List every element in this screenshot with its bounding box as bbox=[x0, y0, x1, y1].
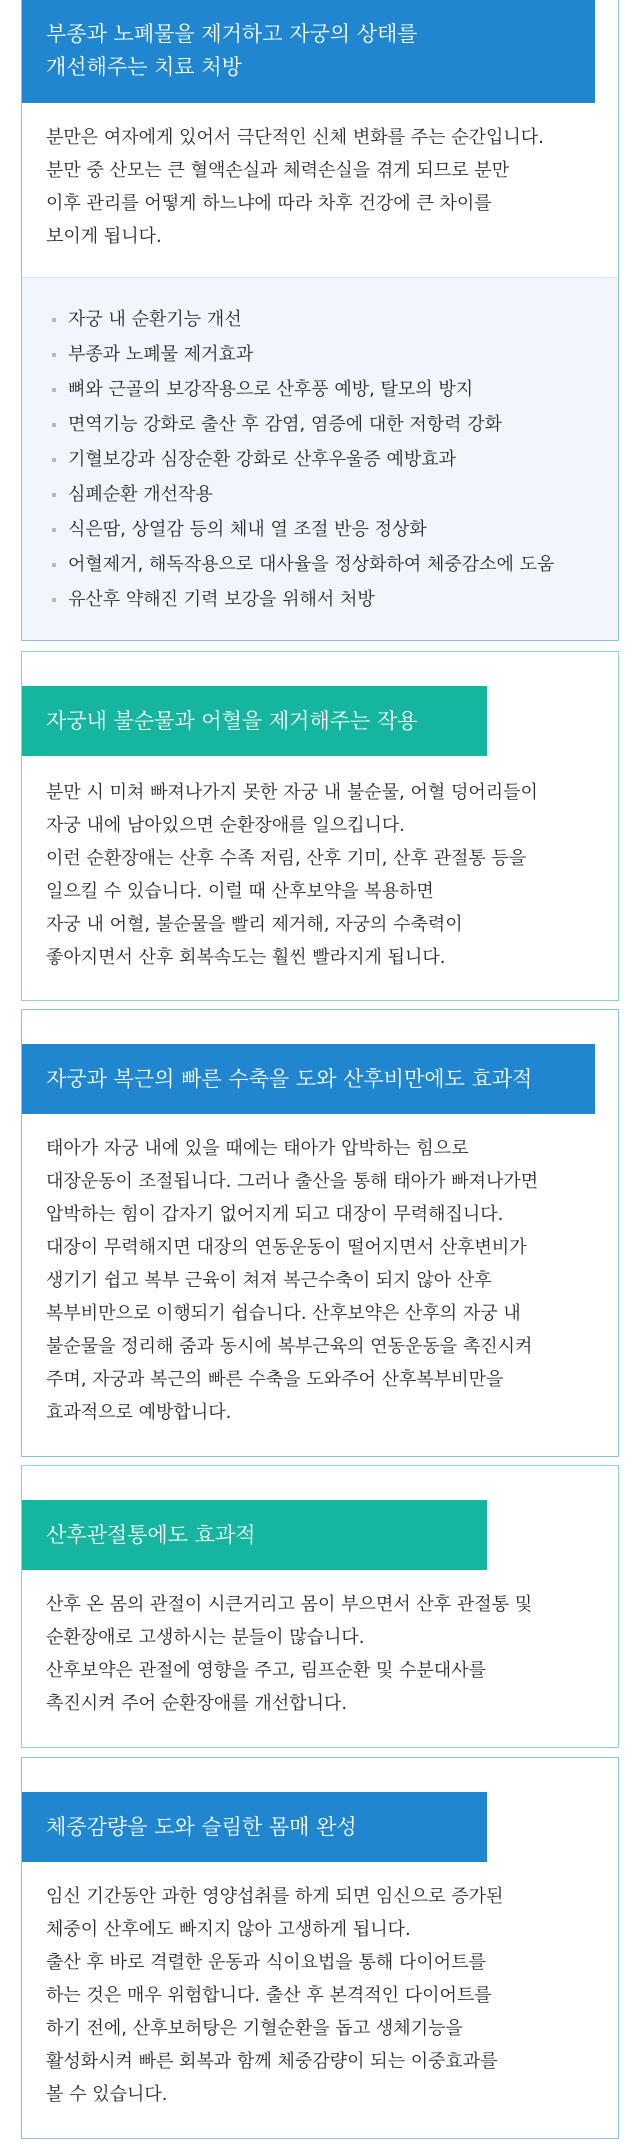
section-body-joint-pain bbox=[46, 1588, 612, 1720]
section-card-postpartum-treatment bbox=[21, 0, 619, 641]
body-line: 주며, 자궁과 복근의 빠른 수축을 도와주어 산후복부비만을 bbox=[46, 1369, 504, 1390]
benefit-list bbox=[52, 302, 554, 617]
section-title-joint-pain bbox=[22, 1500, 487, 1570]
section-title-line: 자궁내 불순물과 어혈을 제거해주는 작용 bbox=[46, 708, 418, 733]
body-line: 대장운동이 조절됩니다. 그러나 출산을 통해 태아가 빠져나가면 bbox=[46, 1171, 539, 1192]
benefit-list-box bbox=[22, 277, 618, 640]
benefit-list-item: 어혈제거, 해독작용으로 대사율을 정상화하여 체중감소에 도움 bbox=[52, 547, 554, 582]
body-line: 이후 관리를 어떻게 하느냐에 따라 차후 건강에 큰 차이를 bbox=[46, 193, 492, 214]
section-card-weight-loss bbox=[21, 1757, 619, 2139]
body-line: 하는 것은 매우 위험합니다. 출산 후 본격적인 다이어트를 bbox=[46, 1985, 492, 2006]
body-line: 분만 시 미쳐 빠져나가지 못한 자궁 내 불순물, 어혈 덩어리들이 bbox=[46, 782, 538, 803]
section-title-line: 부종과 노폐물을 제거하고 자궁의 상태를 bbox=[46, 22, 418, 46]
benefit-list-item: 뼈와 근골의 보강작용으로 산후풍 예방, 탈모의 방지 bbox=[52, 372, 554, 407]
section-body-uterine-impurities bbox=[46, 776, 612, 974]
section-title-line: 개선해주는 치료 처방 bbox=[46, 55, 242, 79]
section-title-postpartum-treatment bbox=[22, 0, 595, 103]
benefit-list-item: 유산후 약해진 기력 보강을 위해서 처방 bbox=[52, 582, 554, 617]
section-title-line: 자궁과 복근의 빠른 수축을 도와 산후비만에도 효과적 bbox=[46, 1066, 533, 1091]
section-card-joint-pain bbox=[21, 1465, 619, 1748]
body-line: 임신 기간동안 과한 영양섭취를 하게 되면 임신으로 증가된 bbox=[46, 1886, 504, 1907]
body-line: 분만 중 산모는 큰 혈액손실과 체력손실을 겪게 되므로 분만 bbox=[46, 160, 510, 181]
benefit-list-item: 부종과 노폐물 제거효과 bbox=[52, 337, 554, 372]
benefit-list-item: 자궁 내 순환기능 개선 bbox=[52, 302, 554, 337]
body-line: 촉진시켜 주어 순환장애를 개선합니다. bbox=[46, 1693, 348, 1714]
section-card-uterine-impurities bbox=[21, 651, 619, 1001]
body-line: 자궁 내에 남아있으면 순환장애를 일으킵니다. bbox=[46, 815, 405, 836]
section-card-abdominal-contraction bbox=[21, 1009, 619, 1457]
body-line: 분만은 여자에게 있어서 극단적인 신체 변화를 주는 순간입니다. bbox=[46, 127, 544, 148]
body-line: 체중이 산후에도 빠지지 않아 고생하게 됩니다. bbox=[46, 1919, 411, 1940]
body-line: 일으킬 수 있습니다. 이럴 때 산후보약을 복용하면 bbox=[46, 881, 434, 902]
benefit-list-item: 면역기능 강화로 출산 후 감염, 염증에 대한 저항력 강화 bbox=[52, 407, 554, 442]
section-title-weight-loss bbox=[22, 1792, 487, 1862]
section-title-line: 체중감량을 도와 슬림한 몸매 완성 bbox=[46, 1814, 357, 1839]
section-title-abdominal-contraction bbox=[22, 1044, 595, 1114]
body-line: 효과적으로 예방합니다. bbox=[46, 1402, 232, 1423]
body-line: 보이게 됩니다. bbox=[46, 226, 162, 247]
body-line: 생기기 쉽고 복부 근육이 쳐져 복근수축이 되지 않아 산후 bbox=[46, 1270, 492, 1291]
section-body-weight-loss bbox=[46, 1880, 612, 2111]
body-line: 자궁 내 어혈, 불순물을 빨리 제거해, 자궁의 수축력이 bbox=[46, 914, 463, 935]
body-line: 산후보약은 관절에 영향을 주고, 림프순환 및 수분대사를 bbox=[46, 1660, 486, 1681]
section-title-line: 산후관절통에도 효과적 bbox=[46, 1522, 256, 1547]
body-line: 대장이 무력해지면 대장의 연동운동이 떨어지면서 산후변비가 bbox=[46, 1237, 527, 1258]
benefit-list-item: 기혈보강과 심장순환 강화로 산후우울증 예방효과 bbox=[52, 442, 554, 477]
body-line: 압박하는 힘이 갑자기 없어지게 되고 대장이 무력해집니다. bbox=[46, 1204, 504, 1225]
body-line: 하기 전에, 산후보허탕은 기혈순환을 돕고 생체기능을 bbox=[46, 2018, 463, 2039]
body-line: 불순물을 정리해 줌과 동시에 복부근육의 연동운동을 촉진시켜 bbox=[46, 1336, 533, 1357]
body-line: 볼 수 있습니다. bbox=[46, 2084, 168, 2105]
body-line: 태아가 자궁 내에 있을 때에는 태아가 압박하는 힘으로 bbox=[46, 1138, 469, 1159]
benefit-list-item: 심폐순환 개선작용 bbox=[52, 477, 554, 512]
body-line: 순환장애로 고생하시는 분들이 많습니다. bbox=[46, 1627, 365, 1648]
body-line: 좋아지면서 산후 회복속도는 훨씬 빨라지게 됩니다. bbox=[46, 947, 446, 968]
body-line: 복부비만으로 이행되기 쉽습니다. 산후보약은 산후의 자궁 내 bbox=[46, 1303, 521, 1324]
body-line: 출산 후 바로 격렬한 운동과 식이요법을 통해 다이어트를 bbox=[46, 1952, 486, 1973]
section-title-uterine-impurities bbox=[22, 686, 487, 756]
section-body-postpartum-treatment bbox=[46, 121, 612, 253]
body-line: 활성화시켜 빠른 회복과 함께 체중감량이 되는 이중효과를 bbox=[46, 2051, 498, 2072]
body-line: 산후 온 몸의 관절이 시큰거리고 몸이 부으면서 산후 관절통 및 bbox=[46, 1594, 533, 1615]
benefit-list-item: 식은땀, 상열감 등의 체내 열 조절 반응 정상화 bbox=[52, 512, 554, 547]
section-body-abdominal-contraction bbox=[46, 1132, 612, 1429]
body-line: 이런 순환장애는 산후 수족 저림, 산후 기미, 산후 관절통 등을 bbox=[46, 848, 527, 869]
